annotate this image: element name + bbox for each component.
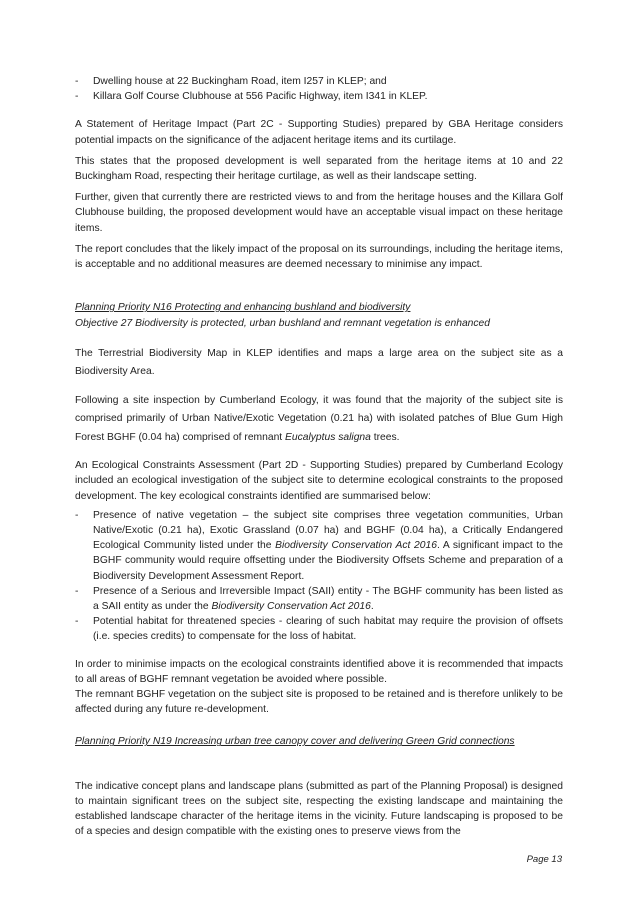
n19-heading: Planning Priority N19 Increasing urban tree canopy cover and delivering Green Grid connections bbox=[75, 736, 515, 748]
remnant-vegetation-paragraph: The remnant BGHF vegetation on the subject site is proposed to be retained and is therefore unlikely to be affected during any future re-development. bbox=[75, 688, 563, 716]
site-inspection-text: Following a site inspection by Cumberland Ecology, it was found that the majority of the subject site is comprised primarily of Urban Native/Exotic Vegetation (0.21 ha) with isolated patches of Blue Gum High Forest BGHF (0.04 ha) comprised of remnant bbox=[75, 394, 563, 443]
constraint-text: Presence of a Serious and Irreversible Impact (SAII) entity - The BGHF community has been listed as a SAII entity as under the bbox=[93, 585, 563, 612]
list-item: - Potential habitat for threatened species - clearing of such habitat may require the provision of offsets (i.e. species credits) to compensate for the loss of habitat. bbox=[75, 614, 563, 644]
constraint-text: . bbox=[370, 600, 374, 612]
n16-objective: Objective 27 Biodiversity is protected, urban bushland and remnant vegetation is enhanced bbox=[75, 318, 490, 330]
ecological-constraints-list bbox=[75, 508, 563, 645]
site-inspection-end: trees. bbox=[370, 431, 400, 443]
species-name: Eucalyptus saligna bbox=[285, 431, 371, 443]
list-item bbox=[75, 508, 563, 584]
constraint-text: . A significant impact to the BGHF community would require offsetting under the Biodiversity Offsets Scheme and preparation of a Biodiversity Development Assessment Report. bbox=[93, 540, 563, 582]
constraint-text: Presence of native vegetation – the subject site comprises three vegetation communities, Urban Native/Exotic (0.21 ha), Exotic Grassland (0.07 ha) and BGHF (0.04 ha), a Critically Endangered Ecological Community listed under the bbox=[93, 509, 563, 552]
site-inspection-paragraph bbox=[75, 392, 563, 448]
n16-heading: Planning Priority N16 Protecting and enhancing bushland and biodiversity bbox=[75, 302, 411, 314]
heritage-statement-paragraph: A Statement of Heritage Impact (Part 2C - Supporting Studies) prepared by GBA Heritage considers potential impacts on the significance of the adjacent heritage items and its curtilage. bbox=[75, 119, 563, 146]
list-item bbox=[75, 584, 563, 614]
landscape-plans-paragraph: The indicative concept plans and landscape plans (submitted as part of the Planning Proposal) is designed to maintain significant trees on the subject site, respecting the existing landscape and maintaining the established landscape character of the heritage items in the vicinity. Future landscaping is proposed to be of a species and design compatible with the existing ones to preserve views from the bbox=[75, 780, 563, 838]
heritage-separation-paragraph: This states that the proposed development is well separated from the heritage items at 10 and 22 Buckingham Road, respecting their heritage curtilage, as well as their landscape setting. bbox=[75, 155, 563, 183]
act-name: Biodiversity Conservation Act 2016 bbox=[211, 600, 371, 612]
ecological-assessment-paragraph: An Ecological Constraints Assessment (Part 2D - Supporting Studies) prepared by Cumberland Ecology included an ecological investigation of the subject site to determine ecological constraints to the proposed development. The key ecological constraints identified are summarised below: bbox=[75, 460, 563, 502]
act-name: Biodiversity Conservation Act 2016 bbox=[275, 540, 437, 552]
document-page bbox=[75, 74, 563, 839]
list-item: - Dwelling house at 22 Buckingham Road, item I257 in KLEP; and bbox=[75, 74, 563, 89]
minimise-impacts-paragraph: In order to minimise impacts on the ecological constraints identified above it is recommended that impacts to all areas of BGHF remnant vegetation be avoided where possible. bbox=[75, 658, 563, 685]
list-item: - Killara Golf Course Clubhouse at 556 Pacific Highway, item I341 in KLEP. bbox=[75, 89, 563, 104]
heritage-views-paragraph: Further, given that currently there are restricted views to and from the heritage houses and the Killara Golf Clubhouse building, the proposed development would have an acceptable visual impact on these heritage items. bbox=[75, 192, 563, 234]
heritage-conclusion-paragraph: The report concludes that the likely impact of the proposal on its surroundings, including the heritage items, is acceptable and no additional measures are deemed necessary to minimise any impact. bbox=[75, 243, 563, 271]
page-number: Page 13 bbox=[526, 854, 562, 865]
heritage-items-list bbox=[75, 74, 563, 104]
biodiversity-map-paragraph: The Terrestrial Biodiversity Map in KLEP identifies and maps a large area on the subject site as a Biodiversity Area. bbox=[75, 347, 563, 378]
